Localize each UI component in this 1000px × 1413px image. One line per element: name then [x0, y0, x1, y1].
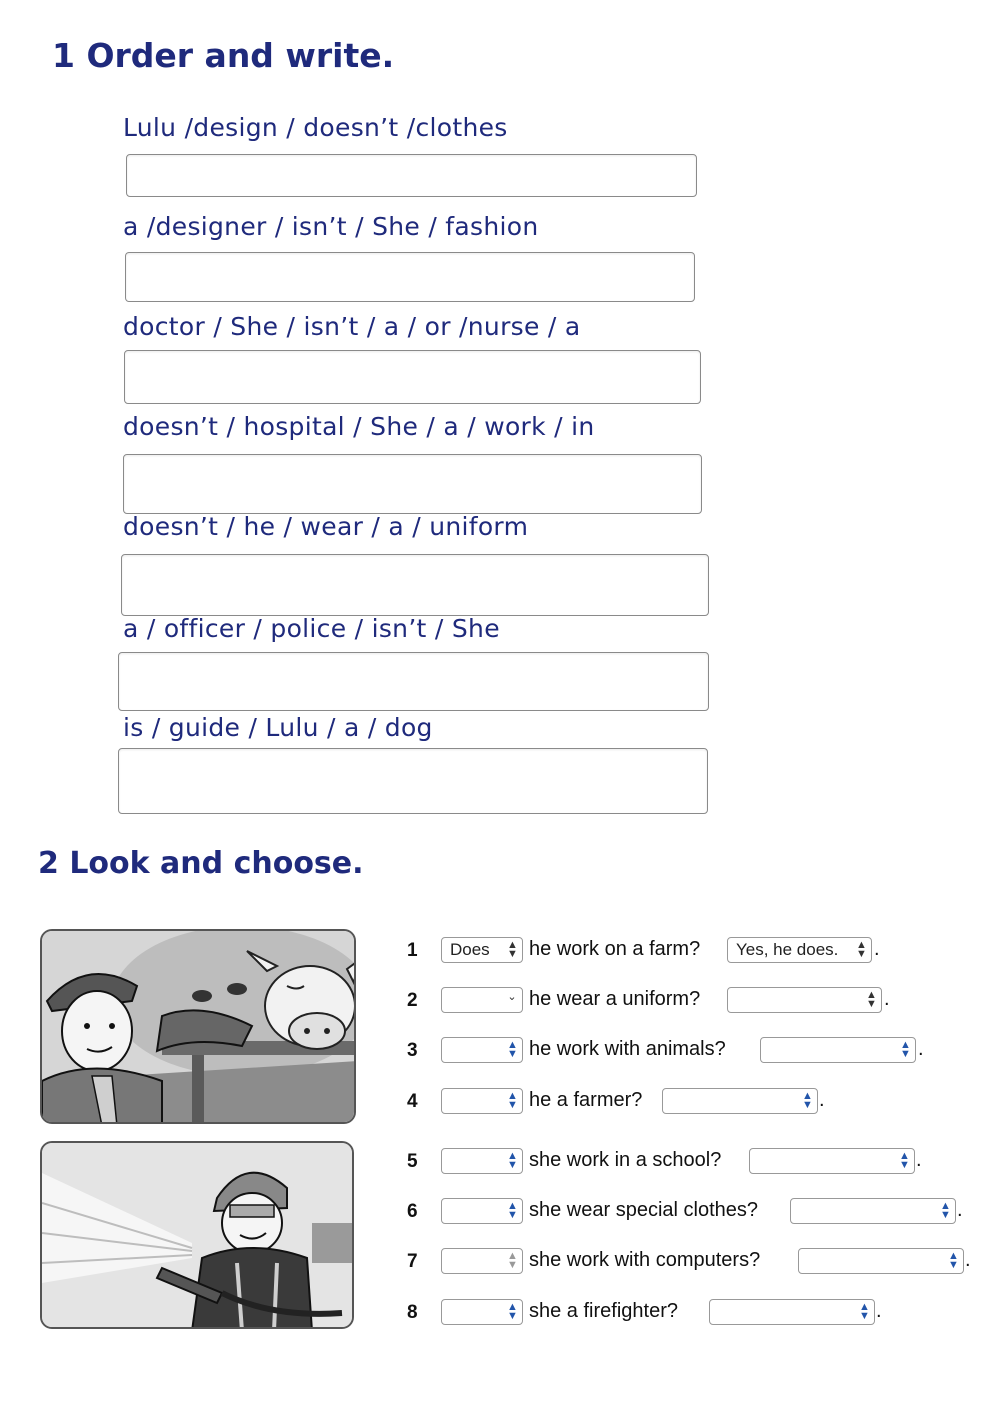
question-text-1: he work on a farm? — [529, 938, 701, 960]
period-5: . — [916, 1149, 922, 1171]
answer-field-1[interactable] — [126, 154, 697, 197]
up-down-arrows-icon: ▲ ▼ — [507, 1200, 518, 1221]
answer-field-5[interactable] — [121, 554, 709, 616]
answer-field-6[interactable] — [118, 652, 709, 711]
farmer-picture — [40, 929, 356, 1124]
up-down-arrows-icon: ▲ ▼ — [507, 1090, 518, 1111]
question-text-2: he wear a uniform? — [529, 988, 701, 1010]
question-number-7: 7 — [407, 1251, 418, 1272]
firefighter-picture — [40, 1141, 354, 1329]
question-number-8: 8 — [407, 1302, 418, 1323]
prompt-2: a /designer / isn’t / She / fashion — [123, 212, 539, 241]
answer-select-3[interactable] — [760, 1037, 916, 1063]
firefighter-with-hose-illustration — [42, 1143, 354, 1329]
up-down-arrows-icon: ▲ ▼ — [507, 1039, 518, 1060]
up-down-arrows-icon: ▲ ▼ — [940, 1200, 951, 1221]
prompt-4: doesn’t / hospital / She / a / work / in — [123, 412, 595, 441]
answer-select-1-value: Yes, he does. — [736, 940, 839, 959]
prompt-7: is / guide / Lulu / a / dog — [123, 713, 433, 742]
answer-select-1[interactable] — [727, 937, 872, 963]
question-text-5: she work in a school? — [529, 1149, 722, 1171]
answer-select-8[interactable] — [709, 1299, 875, 1325]
verb-select-7[interactable] — [441, 1248, 523, 1274]
period-4: . — [819, 1089, 825, 1111]
question-number-6: 6 — [407, 1201, 418, 1222]
period-1: . — [874, 938, 880, 960]
section1-title: 1 Order and write. — [52, 36, 395, 75]
verb-select-2[interactable] — [441, 987, 523, 1013]
question-number-3: 3 — [407, 1040, 418, 1061]
answer-field-2[interactable] — [125, 252, 695, 302]
question-number-1: 1 — [407, 940, 418, 961]
answer-select-4[interactable] — [662, 1088, 818, 1114]
verb-select-1[interactable] — [441, 937, 523, 963]
prompt-5: doesn’t / he / wear / a / uniform — [123, 512, 529, 541]
period-6: . — [957, 1199, 963, 1221]
chevron-down-icon: ⌄ — [507, 991, 517, 1003]
question-number-4: 4 — [407, 1091, 418, 1112]
up-down-arrows-icon: ▲ ▼ — [859, 1301, 870, 1322]
up-down-arrows-icon: ▲ ▼ — [948, 1250, 959, 1271]
period-8: . — [876, 1300, 882, 1322]
farmer-with-cow-illustration — [42, 931, 356, 1124]
question-text-6: she wear special clothes? — [529, 1199, 759, 1221]
up-down-arrows-icon: ▲ ▼ — [900, 1039, 911, 1060]
answer-select-5[interactable] — [749, 1148, 915, 1174]
up-down-arrows-icon: ▲ ▼ — [507, 1250, 518, 1271]
up-down-arrows-icon: ▲ ▼ — [856, 939, 867, 960]
period-3: . — [918, 1038, 924, 1060]
prompt-1: Lulu /design / doesn’t /clothes — [123, 113, 508, 142]
question-text-4: he a farmer? — [529, 1089, 643, 1111]
up-down-arrows-icon: ▲ ▼ — [507, 1301, 518, 1322]
verb-select-3[interactable] — [441, 1037, 523, 1063]
verb-select-5[interactable] — [441, 1148, 523, 1174]
verb-select-8[interactable] — [441, 1299, 523, 1325]
verb-select-4[interactable] — [441, 1088, 523, 1114]
answer-field-4[interactable] — [123, 454, 702, 514]
answer-select-7[interactable] — [798, 1248, 964, 1274]
verb-select-1-value: Does — [450, 940, 490, 959]
question-text-3: he work with animals? — [529, 1038, 726, 1060]
period-2: . — [884, 988, 890, 1010]
prompt-3: doctor / She / isn’t / a / or /nurse / a — [123, 312, 581, 341]
answer-select-2[interactable] — [727, 987, 882, 1013]
answer-field-7[interactable] — [118, 748, 708, 814]
question-number-5: 5 — [407, 1151, 418, 1172]
up-down-arrows-icon: ▲ ▼ — [507, 939, 518, 960]
up-down-arrows-icon: ▲ ▼ — [899, 1150, 910, 1171]
period-7: . — [965, 1249, 971, 1271]
section2-title: 2 Look and choose. — [38, 846, 364, 881]
answer-select-6[interactable] — [790, 1198, 956, 1224]
up-down-arrows-icon: ▲ ▼ — [802, 1090, 813, 1111]
question-text-8: she a firefighter? — [529, 1300, 678, 1322]
question-text-7: she work with computers? — [529, 1249, 761, 1271]
up-down-arrows-icon: ▲ ▼ — [507, 1150, 518, 1171]
question-number-2: 2 — [407, 990, 418, 1011]
prompt-6: a / officer / police / isn’t / She — [123, 614, 500, 643]
verb-select-6[interactable] — [441, 1198, 523, 1224]
answer-field-3[interactable] — [124, 350, 701, 404]
up-down-arrows-icon: ▲ ▼ — [866, 989, 877, 1010]
